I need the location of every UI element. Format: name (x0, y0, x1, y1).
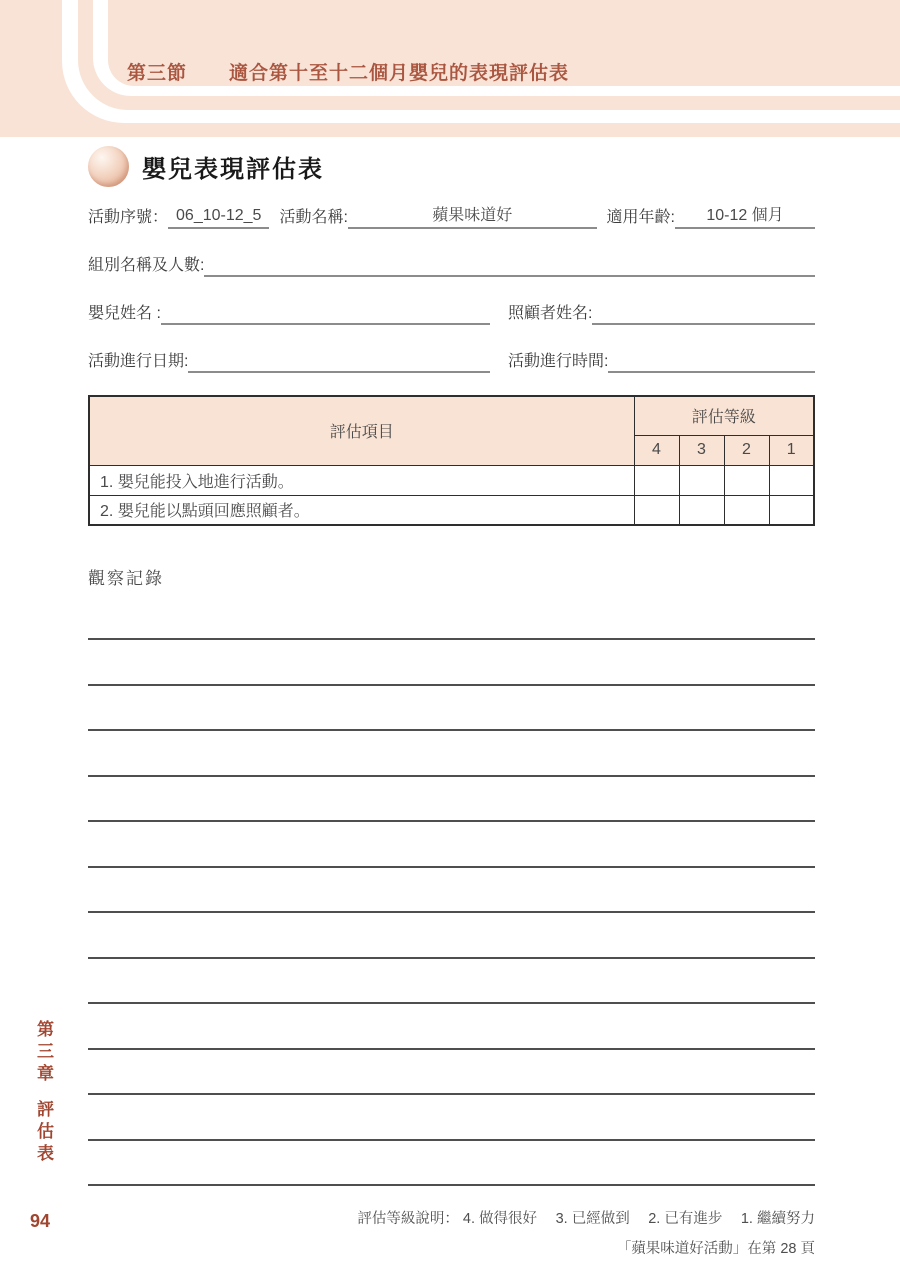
activity-name-label: 活動名稱: (279, 209, 348, 226)
score-cell (634, 495, 679, 525)
score-cell (769, 465, 814, 495)
ruled-line (88, 1050, 815, 1096)
rating-level-4: 4 (634, 435, 679, 465)
caregiver-name-blank (592, 303, 815, 325)
ruled-line (88, 589, 815, 640)
ruled-line (88, 913, 815, 959)
form-row-group (88, 255, 815, 277)
rating-level-2: 2 (724, 435, 769, 465)
ruled-line (88, 731, 815, 777)
ruled-line (88, 868, 815, 914)
rating-level-3: 3 (679, 435, 724, 465)
section-number: 第三節 (127, 63, 188, 84)
score-cell (679, 465, 724, 495)
assessment-table (88, 395, 815, 526)
section-title: 適合第十至十二個月嬰兒的表現評估表 (229, 63, 570, 84)
page-number: 94 (30, 1211, 51, 1231)
page-content (88, 137, 815, 1258)
activity-date-label: 活動進行日期: (88, 353, 189, 370)
activity-reference-note: 「蘋果味道好活動」在第 28 頁 (616, 1241, 815, 1257)
observation-label: 觀察記錄 (88, 569, 164, 588)
activity-time-blank (608, 351, 815, 373)
rating-column-header: 評估等級 (634, 396, 814, 435)
caregiver-name-label: 照顧者姓名: (508, 305, 593, 322)
top-banner (0, 0, 900, 137)
rating-scale-note: 評估等級說明： 4. 做得很好 3. 已經做到 2. 已有進步 1. 繼續努力 (357, 1211, 815, 1227)
form-fields (88, 205, 815, 373)
page-title: 嬰兒表現評估表 (142, 156, 324, 183)
activity-date-blank (188, 351, 490, 373)
infant-name-label: 嬰兒姓名 : (88, 305, 161, 322)
sphere-bullet-icon (88, 146, 129, 187)
ruled-line (88, 640, 815, 686)
table-row (89, 465, 814, 495)
table-row (89, 495, 814, 525)
form-row-datetime (88, 351, 815, 373)
group-label: 組別名稱及人數: (88, 257, 205, 274)
group-value-blank (204, 255, 815, 277)
score-cell (634, 465, 679, 495)
infant-name-blank (161, 303, 490, 325)
activity-time-label: 活動進行時間: (508, 353, 609, 370)
assessment-item-1: 1. 嬰兒能投入地進行活動。 (89, 465, 634, 495)
ruled-line (88, 686, 815, 732)
ruled-line (88, 822, 815, 868)
table-header-row (89, 396, 814, 435)
ruled-line (88, 959, 815, 1005)
ruled-line (88, 777, 815, 823)
assessment-item-2: 2. 嬰兒能以點頭回應照顧者。 (89, 495, 634, 525)
item-column-header: 評估項目 (89, 396, 634, 465)
ruled-line (88, 1004, 815, 1050)
score-cell (724, 465, 769, 495)
score-cell (679, 495, 724, 525)
form-row-names (88, 303, 815, 325)
sidebar-section-label: 評估表 (34, 1100, 53, 1166)
rating-level-1: 1 (769, 435, 814, 465)
score-cell (769, 495, 814, 525)
section-header (127, 58, 569, 85)
sidebar-chapter-label: 第三章 (34, 1020, 53, 1086)
activity-name-value: 蘋果味道好 (348, 205, 597, 229)
age-label: 適用年齡: (606, 209, 675, 226)
ruled-line (88, 1095, 815, 1141)
score-cell (724, 495, 769, 525)
form-row-activity (88, 205, 815, 229)
activity-no-label: 活動序號： (88, 209, 169, 226)
title-row (88, 146, 815, 187)
ruled-line (88, 1141, 815, 1187)
age-value: 10-12 個月 (675, 205, 815, 229)
activity-no-value: 06_10-12_5 (168, 205, 269, 229)
observation-lines (88, 589, 815, 1186)
footer-notes (88, 1207, 815, 1258)
